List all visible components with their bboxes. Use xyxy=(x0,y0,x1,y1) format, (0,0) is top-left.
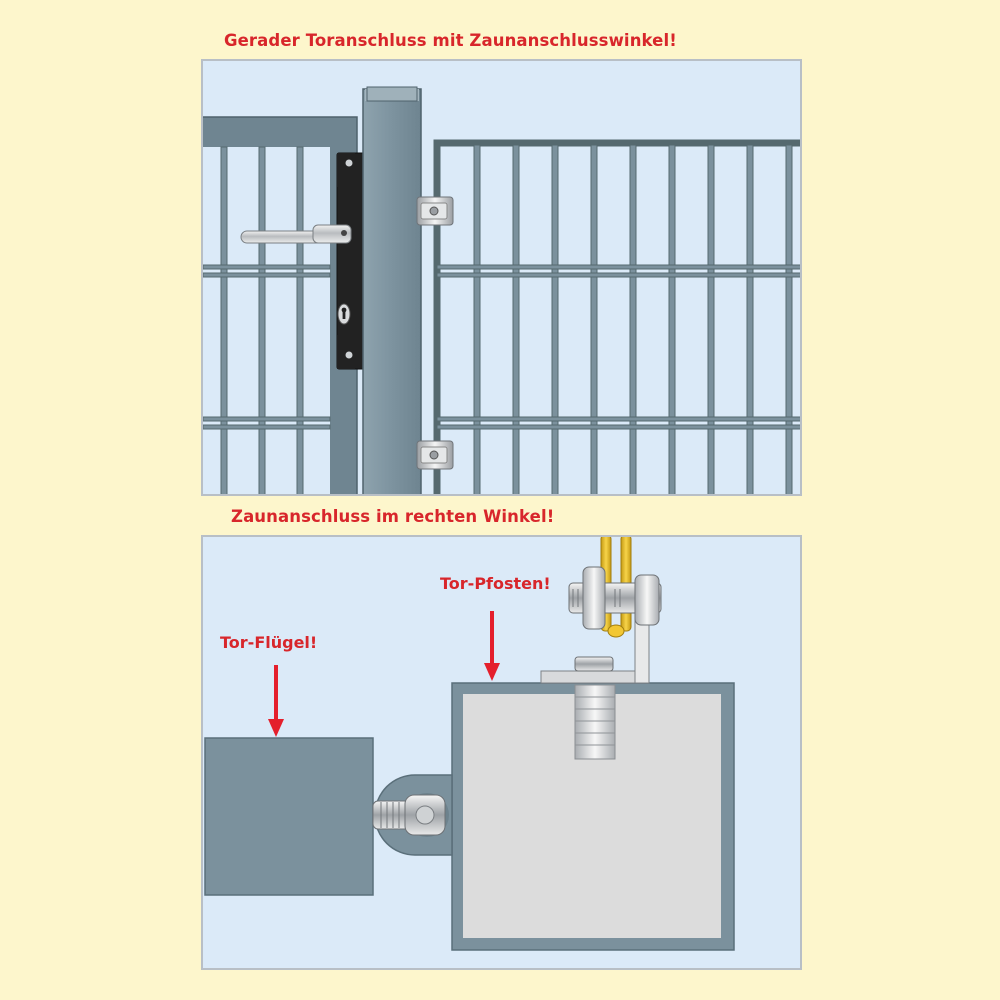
pfosten-arrow xyxy=(484,611,500,681)
fence-panel xyxy=(437,143,800,494)
gate-post xyxy=(363,87,421,494)
label-tor-pfosten: Tor-Pfosten! xyxy=(440,574,551,593)
right-angle-connection-panel xyxy=(201,535,802,970)
clamp-bolt xyxy=(569,567,661,629)
connection-bracket-upper xyxy=(417,197,453,225)
bottom-caption: Zaunanschluss im rechten Winkel! xyxy=(231,507,555,526)
bolt-shank-in-post xyxy=(575,685,615,759)
top-caption: Gerader Toranschluss mit Zaunanschlusswinkel! xyxy=(224,31,677,50)
fluegel-arrow xyxy=(268,665,284,737)
connection-bracket-lower xyxy=(417,441,453,469)
keyhole-icon xyxy=(338,304,350,324)
label-tor-fluegel: Tor-Flügel! xyxy=(220,633,318,652)
straight-connection-illustration xyxy=(203,61,800,494)
gate-wing xyxy=(203,117,357,494)
straight-connection-panel xyxy=(201,59,802,496)
right-angle-connection-illustration xyxy=(203,537,800,968)
horizontal-bolt xyxy=(373,795,445,835)
gate-wing-section xyxy=(205,738,373,895)
